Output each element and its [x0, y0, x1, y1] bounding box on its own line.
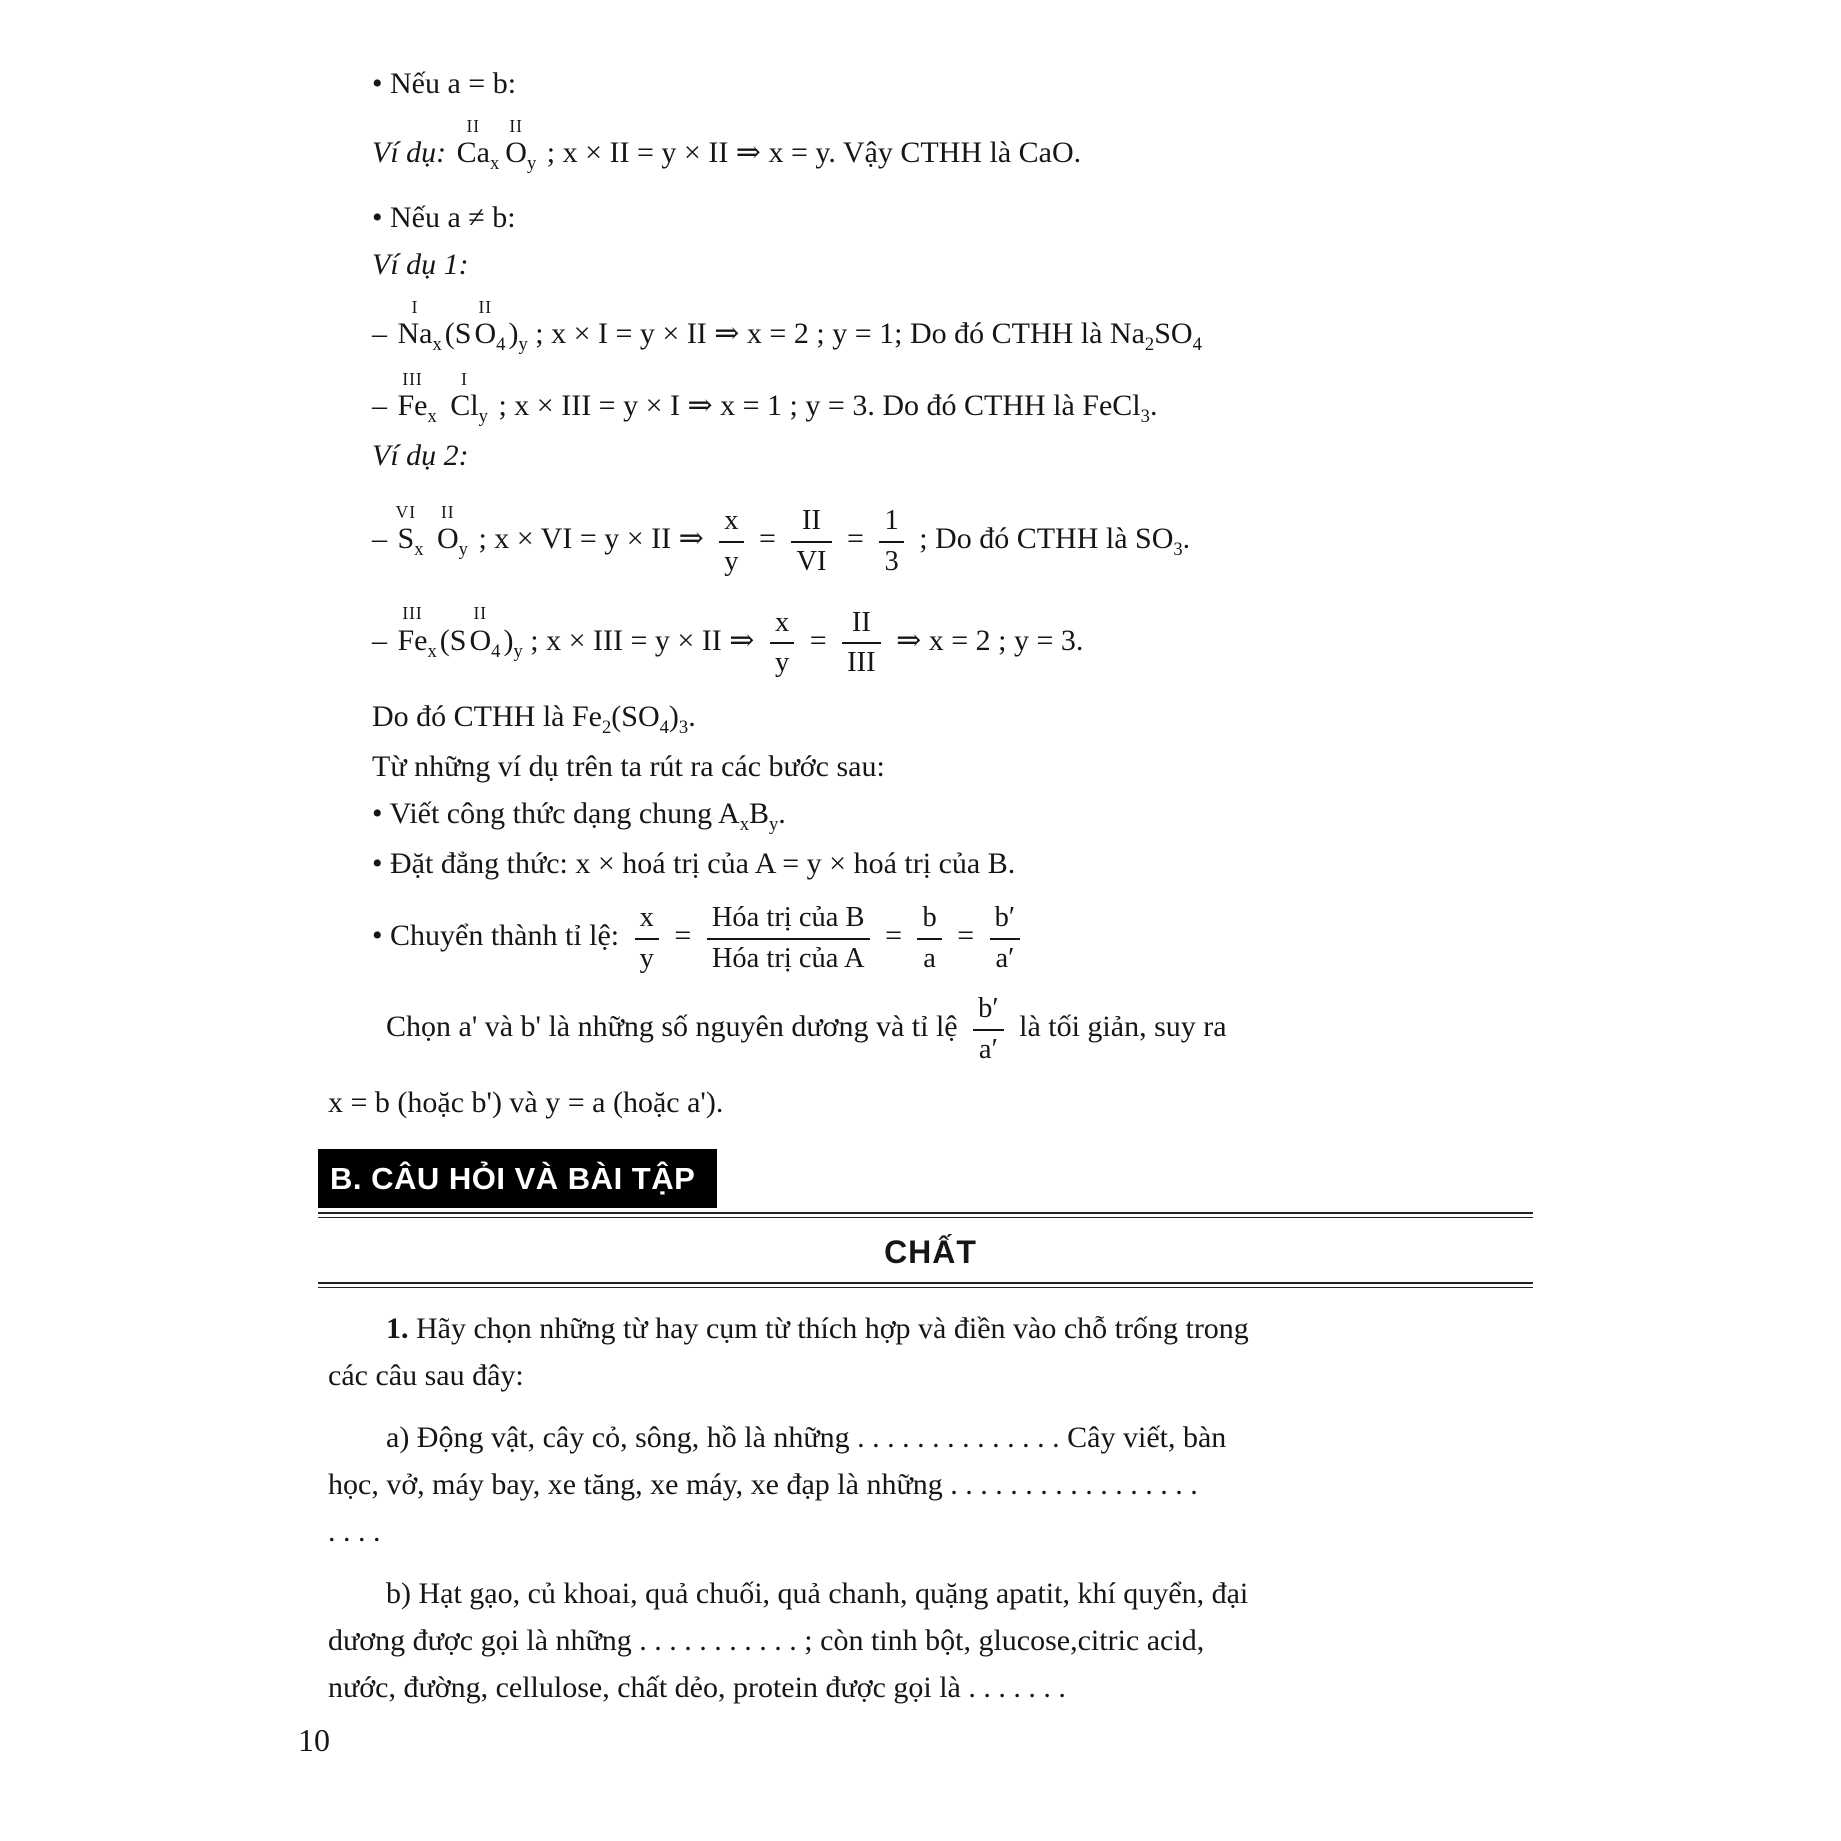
text-run: = [802, 623, 835, 657]
content-column [328, 58, 1533, 1714]
element-symbol: Cl I [450, 368, 479, 423]
element-symbol: Ca II [456, 115, 490, 169]
text-line [328, 296, 1533, 358]
fraction-numerator: Hóa trị của B [707, 901, 870, 940]
fraction-numerator: x [719, 504, 743, 543]
fraction [879, 504, 903, 579]
text-run: nước, đường, cellulose, chất dẻo, protein được gọi là . . . . . . . [328, 1671, 1066, 1705]
text-run: • Đặt đẳng thức: x × hoá trị của A = y × hoá trị của B. [372, 847, 1016, 881]
fraction [719, 504, 743, 579]
subscript: 4 [1192, 334, 1202, 356]
fraction-numerator: II [791, 504, 831, 543]
text-line [328, 1355, 1533, 1397]
section-header-bar [318, 1149, 717, 1207]
subscript: y [526, 153, 537, 174]
page-number: 10 [298, 1722, 330, 1758]
subscript: y [458, 539, 468, 561]
fraction-denominator: y [774, 647, 790, 679]
subscript: 4 [491, 640, 501, 662]
element-symbol: S VI [395, 501, 417, 556]
fraction-numerator: x [635, 901, 659, 940]
fraction [990, 901, 1020, 976]
text-run: • Chuyển thành tỉ lệ: [372, 919, 627, 953]
fraction-denominator: VI [796, 545, 827, 577]
valence-element [450, 368, 488, 428]
text-run: . [778, 797, 786, 831]
subscript: 2 [1144, 334, 1155, 356]
subscript: x [427, 640, 437, 662]
fraction-numerator: II [842, 606, 880, 645]
text-run: ; Do đó CTHH là SO [911, 522, 1174, 556]
text-run: = [949, 919, 982, 953]
subscript: 3 [1140, 406, 1150, 428]
theory-section [328, 63, 1533, 1124]
fraction [707, 901, 870, 976]
text-run: ⇒ x = 2 ; y = 3. [888, 623, 1084, 657]
fraction-denominator: y [724, 545, 739, 577]
fraction-denominator: a′ [978, 1033, 998, 1065]
italic-run: Ví dụ 1: [372, 248, 469, 282]
fraction [973, 992, 1003, 1067]
subscript: y [518, 334, 528, 356]
element-symbol: O II [436, 501, 459, 556]
double-rule-top [318, 1212, 1533, 1218]
text-run: = [877, 919, 910, 953]
valence-label: I [411, 296, 419, 317]
subscript: y [513, 640, 523, 662]
bold-run: 1. [386, 1312, 409, 1346]
subscript: 4 [496, 334, 506, 356]
text-run: B [748, 797, 769, 831]
fraction-denominator: III [847, 647, 876, 679]
text-run: ) [503, 623, 514, 657]
subscript: 3 [678, 717, 689, 739]
text-run: • Nếu a = b: [372, 67, 517, 100]
text-run: ; x × I = y × II ⇒ x = 2 ; y = 1; Do đó CTHH là Na [527, 317, 1145, 351]
text-run: Hãy chọn những từ hay cụm từ thích hợp và điền vào chỗ trống trong [408, 1312, 1249, 1346]
text-run: x = b (hoặc b') và y = a (hoặc a'). [328, 1086, 724, 1120]
text-run: ; x × III = y × I ⇒ x = 1 ; y = 3. Do đó CTHH là FeCl [490, 389, 1141, 423]
valence-label: II [473, 603, 488, 624]
subscript: x [739, 814, 749, 836]
subscript: 4 [659, 717, 669, 739]
fraction [842, 606, 880, 681]
text-run: ; x × VI = y × II ⇒ [470, 522, 712, 556]
valence-label: III [402, 368, 423, 389]
valence-element [436, 501, 468, 561]
text-line [328, 1667, 1533, 1709]
text-line [328, 1573, 1533, 1615]
valence-label: I [461, 368, 468, 389]
text-run: = [751, 522, 784, 556]
fraction-numerator: b [917, 901, 941, 940]
subscript: x [489, 153, 500, 174]
valence-element [505, 115, 537, 174]
subscript: y [769, 814, 779, 836]
valence-element [456, 115, 500, 174]
text-line [328, 368, 1533, 430]
valence-element [474, 296, 506, 356]
valence-element [397, 296, 442, 356]
text-run: . . . . [328, 1515, 381, 1549]
element-symbol: O II [474, 296, 497, 351]
fraction-numerator: x [770, 606, 794, 645]
subscript: x [427, 406, 437, 428]
text-run: là tối giản, suy ra [1011, 1009, 1227, 1043]
text-run: . [688, 700, 696, 734]
text-run: (S [439, 623, 467, 657]
text-run: • Viết công thức dạng chung A [372, 797, 740, 831]
valence-element [397, 603, 437, 662]
text-line [328, 603, 1533, 681]
double-rule-bottom [318, 1282, 1533, 1288]
text-line [328, 1308, 1533, 1350]
element-symbol: Na I [397, 296, 433, 351]
element-symbol: O II [505, 115, 527, 169]
text-run: Chọn a' và b' là những số nguyên dương và tỉ lệ [386, 1009, 966, 1043]
element-symbol: Fe III [397, 368, 428, 423]
text-line [328, 501, 1533, 579]
section-header-label: B. CÂU HỎI VÀ BÀI TẬP [330, 1161, 696, 1197]
subscript: x [414, 539, 424, 561]
text-run: các câu sau đây: [328, 1359, 524, 1393]
text-run [440, 389, 448, 422]
fraction-numerator: 1 [879, 504, 903, 543]
fraction-denominator: a′ [995, 942, 1015, 974]
text-run: ) [668, 700, 679, 734]
valence-label: III [402, 603, 423, 624]
valence-label: II [509, 115, 523, 136]
text-run: b) Hạt gạo, củ khoai, quả chuối, quả chanh, quặng apatit, khí quyển, đại [386, 1577, 1249, 1611]
text-run: . [1149, 389, 1158, 423]
text-run: • Nếu a ≠ b: [372, 201, 516, 235]
text-run: – [372, 317, 395, 351]
text-run: (S [444, 317, 472, 351]
text-line [328, 793, 1533, 838]
element-symbol: Fe III [397, 603, 428, 657]
text-line [328, 1417, 1533, 1459]
fraction-denominator: 3 [884, 545, 899, 577]
valence-label: II [478, 296, 493, 317]
text-run: dương được gọi là những . . . . . . . . . . . ; còn tinh bột, glucose,citric acid, [328, 1624, 1205, 1658]
valence-label: II [466, 115, 481, 136]
valence-label: II [441, 501, 455, 522]
text-line [328, 746, 1533, 788]
text-line [328, 843, 1533, 885]
exercise-section [328, 1308, 1533, 1709]
text-line [328, 244, 1533, 286]
text-run: học, vở, máy bay, xe tăng, xe máy, xe đạp là những . . . . . . . . . . . . . . . . . [328, 1468, 1198, 1502]
text-line [328, 197, 1533, 239]
text-line [328, 1511, 1533, 1553]
fraction [770, 606, 794, 681]
subscript: 2 [601, 717, 612, 739]
text-run: a) Động vật, cây cỏ, sông, hồ là những . . . . . . . . . . . . . . Cây viết, bàn [386, 1421, 1227, 1455]
fraction-numerator: b′ [973, 992, 1003, 1031]
valence-label: VI [395, 501, 417, 522]
text-run: ; x × II = y × II ⇒ x = y. Vậy CTHH là CaO. [539, 136, 1082, 169]
text-run: = [839, 522, 872, 556]
text-line [328, 992, 1533, 1067]
italic-run: Ví dụ 2: [372, 439, 469, 473]
subscript: 3 [1173, 539, 1183, 561]
text-run: = [666, 919, 699, 953]
text-run: SO [1154, 317, 1193, 351]
text-line [328, 1464, 1533, 1506]
text-line [328, 696, 1533, 741]
text-run: . [1182, 522, 1191, 556]
text-line [328, 63, 1533, 105]
text-run: – [372, 522, 395, 556]
text-run: Từ những ví dụ trên ta rút ra các bước sau: [372, 750, 885, 784]
fraction [917, 901, 941, 976]
element-symbol: O II [469, 603, 492, 657]
valence-element [395, 501, 424, 561]
text-run: – [372, 623, 395, 657]
text-line [328, 115, 1533, 177]
text-run [426, 522, 434, 555]
fraction [791, 504, 831, 579]
text-line [328, 1620, 1533, 1662]
chapter-title: CHẤT [884, 1233, 977, 1270]
italic-run: Ví dụ: [372, 136, 454, 169]
text-run: (SO [611, 700, 660, 734]
valence-element [397, 368, 437, 428]
text-run: Do đó CTHH là Fe [372, 700, 602, 734]
fraction [635, 901, 659, 976]
text-run: ) [508, 317, 519, 351]
valence-element [469, 603, 501, 662]
fraction-numerator: b′ [990, 901, 1020, 940]
fraction-denominator: a [923, 942, 936, 974]
fraction-denominator: y [639, 942, 654, 974]
subscript: x [432, 334, 442, 356]
text-line [328, 435, 1533, 477]
text-run: ; x × III = y × II ⇒ [522, 623, 762, 657]
text-run: – [372, 389, 395, 423]
subscript: y [478, 406, 488, 428]
text-line [328, 1082, 1533, 1124]
fraction-denominator: Hóa trị của A [711, 942, 865, 974]
text-line [328, 901, 1533, 976]
